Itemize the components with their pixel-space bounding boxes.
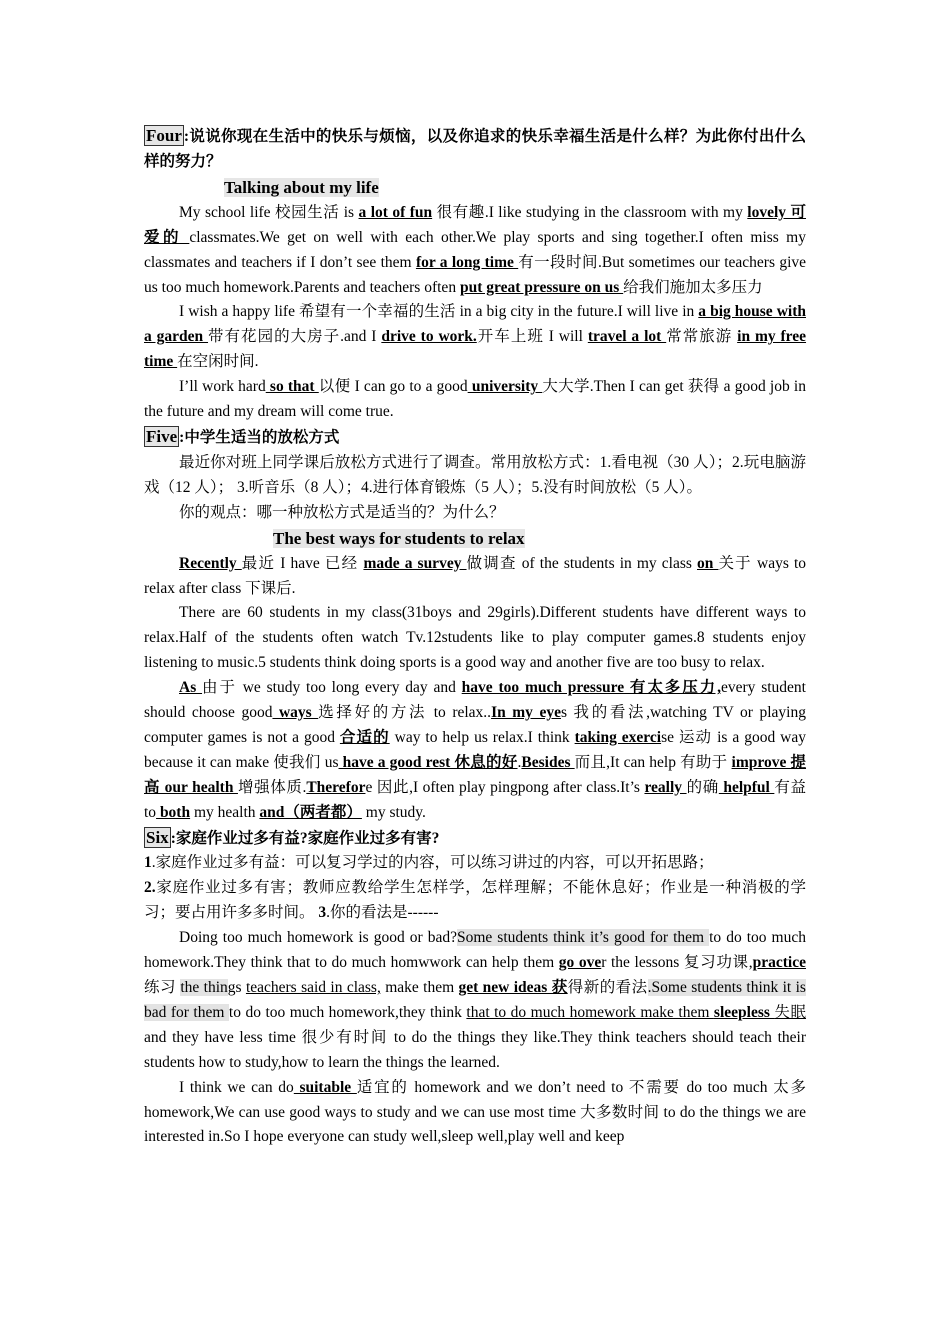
text-run: I’ll work hard (179, 378, 266, 396)
text-run: 得新的看法 (567, 979, 648, 996)
text-run: 由于 we study too long every day and (202, 679, 462, 697)
text-run: make them (380, 979, 459, 996)
section-tag: Five (146, 426, 178, 446)
text-run: 增强体质. (237, 778, 307, 796)
text-run: my health (190, 803, 260, 821)
text-run: way to help us relax.I think (389, 728, 575, 746)
text-run: ways (272, 704, 319, 722)
text-run: suitable (293, 1078, 357, 1096)
text-run: sleepless (713, 1003, 775, 1021)
text-run: 很有趣.I like studying in the classroom with my (432, 203, 748, 221)
essay-title (144, 526, 806, 552)
text-run: get new ideas 获 (458, 979, 568, 996)
text-run: 在空闲时间. (177, 353, 259, 371)
text-run: my study. (361, 803, 426, 821)
section-prompt: :家庭作业过多有益?家庭作业过多有害? (170, 829, 440, 847)
section-tag: Six (146, 827, 169, 847)
text-run: 1 (144, 854, 152, 872)
essay-title-text: The best ways for students to relax (273, 528, 525, 548)
list-item (144, 876, 806, 926)
paragraph: 你的观点：哪一种放松方式是适当的？为什么？ (179, 503, 505, 521)
text-run: go ove (558, 954, 602, 972)
text-run: I wish a happy life 希望有一个幸福的生活 in a big city in the future.I will live in (179, 303, 699, 321)
text-run: and they have less time 很少有时间 to do the things they like.They think teachers should teach their students how to study,how to learn the things the learned. (144, 1028, 806, 1071)
text-run: 开车上班 I will (476, 328, 588, 346)
text-run: r the lessons 复习功课, (601, 954, 753, 972)
text-run: so that (265, 378, 319, 396)
text-run: Some students think it’s good for them (456, 929, 710, 947)
text-run: a lot of fun (358, 203, 433, 221)
text-run: gs (227, 979, 246, 996)
text-run: to do too much homework.They think that to do much homwwork can help them (144, 929, 806, 972)
paragraph (144, 676, 806, 825)
text-run: 练习 (144, 979, 181, 996)
text-run: 家庭作业过多有害；教师应教给学生怎样学，怎样理解；不能休息好；作业是一种消极的学习；要占用许多多时间。 (144, 879, 806, 922)
essay-title-text: Talking about my life (224, 177, 379, 197)
text-run: improve 提高 our health (144, 753, 807, 796)
paragraph (144, 552, 806, 602)
text-run: 大大学.Then I can get 获得 a good job in the future and my dream will come true. (144, 378, 806, 421)
text-run: and（两者都） (259, 803, 362, 821)
text-run: teachers said in class, (245, 979, 381, 996)
section-tag: Four (146, 126, 182, 145)
text-run: classmates.We get on well with each other.We play sports and sing together.I often miss my classmates and teachers if I don’t see them (144, 228, 806, 271)
paragraph: There are 60 students in my class(31boys and 29girls).Different students have different ways to relax.Half of the students often watch Tv.12students like to play computer games.8 students enjoy listening to music.5 students think doing sports is a good way and another five are too busy to relax. (144, 604, 806, 672)
text-run: In my eye (491, 704, 561, 722)
text-run: 带有花园的大房子.and I (208, 328, 382, 346)
text-run: Doing too much homework is good or bad? (179, 929, 457, 947)
section-prompt: :说说你现在生活中的快乐与烦恼，以及你追求的快乐幸福生活是什么样？为此你付出什么样的努力？ (144, 128, 806, 170)
text-run: 给我们施加太多压力 (623, 278, 763, 296)
text-run: a big house with a garden (144, 303, 806, 346)
text-run: 而且,It can help 有助于 (574, 753, 732, 771)
text-run: lovely 可爱的 (144, 203, 806, 246)
text-run: I think we can do (179, 1078, 294, 1096)
essay-title (144, 175, 806, 201)
text-run: 选择好的方法 to relax.. (318, 704, 492, 722)
text-run: Recently (179, 554, 242, 572)
section-four-heading (144, 124, 806, 175)
text-run: 常常旅游 (666, 328, 738, 346)
text-run: 2. (144, 879, 156, 897)
text-run: travel a lot (587, 328, 667, 346)
paragraph: 最近你对班上同学课后放松方式进行了调查。常用放松方式：1.看电视（30 人）；2.玩电脑游戏（12 人）； 3.听音乐（8 人）；4.进行体育锻炼（5 人）；5.没有时间放松（5 人）。 (144, 453, 806, 496)
paragraph (144, 375, 806, 425)
text-run: for a long time (415, 253, 519, 271)
paragraph (144, 201, 806, 301)
text-run: 关于 ways to relax after class 下课后. (144, 554, 807, 597)
section-six-heading (144, 826, 806, 852)
text-run: both (156, 803, 191, 821)
text-run: My school life 校园生活 is (179, 203, 359, 221)
text-run: . (517, 753, 522, 771)
paragraph (144, 1076, 806, 1151)
text-run: to do too much homework,they think (228, 1003, 467, 1021)
text-run: helpful (718, 778, 775, 796)
text-run: 做调查 of the students in my class (466, 554, 697, 572)
text-run: 3 (318, 904, 327, 922)
section-five-heading (144, 425, 806, 451)
text-run: 最近 I have 已经 (241, 554, 364, 572)
section-prompt: :中学生适当的放松方式 (179, 428, 340, 446)
document-page (144, 124, 806, 1150)
text-run: As (179, 679, 203, 697)
text-run: made a survey (363, 554, 467, 572)
text-run: 适宜的 homework and we don’t need to 不需要 do too much 太多 homework,We can use good ways to study and we can use most time 大多数时间 to do the things we are interested in.So I hope everyone can study well,sleep well,play well and keep (144, 1078, 807, 1146)
text-run: in my free time (144, 328, 807, 371)
text-run: s 我的看法,watching TV or playing computer games is not a good (144, 704, 806, 746)
text-run: every student should choose good (144, 679, 806, 722)
text-run: Therefor (306, 778, 366, 796)
text-run: that to do much homework make them (466, 1003, 714, 1021)
text-run: have a good rest 休息的好 (338, 753, 518, 771)
text-run: se 运动 is a good way because it can make 使我们 us (144, 728, 806, 771)
text-run: 有一段时间.But sometimes our teachers give us too much homework.Parents and teachers often (144, 253, 807, 296)
text-run: on (697, 554, 719, 572)
text-run: taking exerci (574, 728, 662, 746)
text-run: 的确 (686, 778, 719, 796)
text-run: .你的看法是------ (326, 904, 439, 922)
text-run: 合适的 (339, 728, 390, 746)
paragraph (144, 300, 806, 375)
text-run: e 因此,I often play pingpong after class.It’s (365, 778, 645, 796)
text-run: put great pressure on us (459, 278, 624, 296)
text-run: university (467, 378, 543, 396)
text-run: .家庭作业过多有益：可以复习学过的内容，可以练习讲过的内容，可以开拓思路； (151, 854, 714, 872)
text-run: really (644, 778, 687, 796)
text-run: drive to work. (381, 328, 477, 346)
paragraph (144, 926, 806, 1075)
text-run: 失眠 (774, 1003, 807, 1021)
text-run: 以便 I can go to a good (318, 378, 468, 396)
text-run: 有益 to (144, 778, 806, 821)
list-item (144, 851, 806, 876)
text-run: have too much pressure 有太多压力, (461, 679, 721, 697)
text-run: .Some students think it is bad for them (144, 979, 806, 1021)
text-run: Besides (521, 753, 575, 771)
text-run: the thin (180, 979, 228, 996)
text-run: practice (752, 954, 806, 972)
